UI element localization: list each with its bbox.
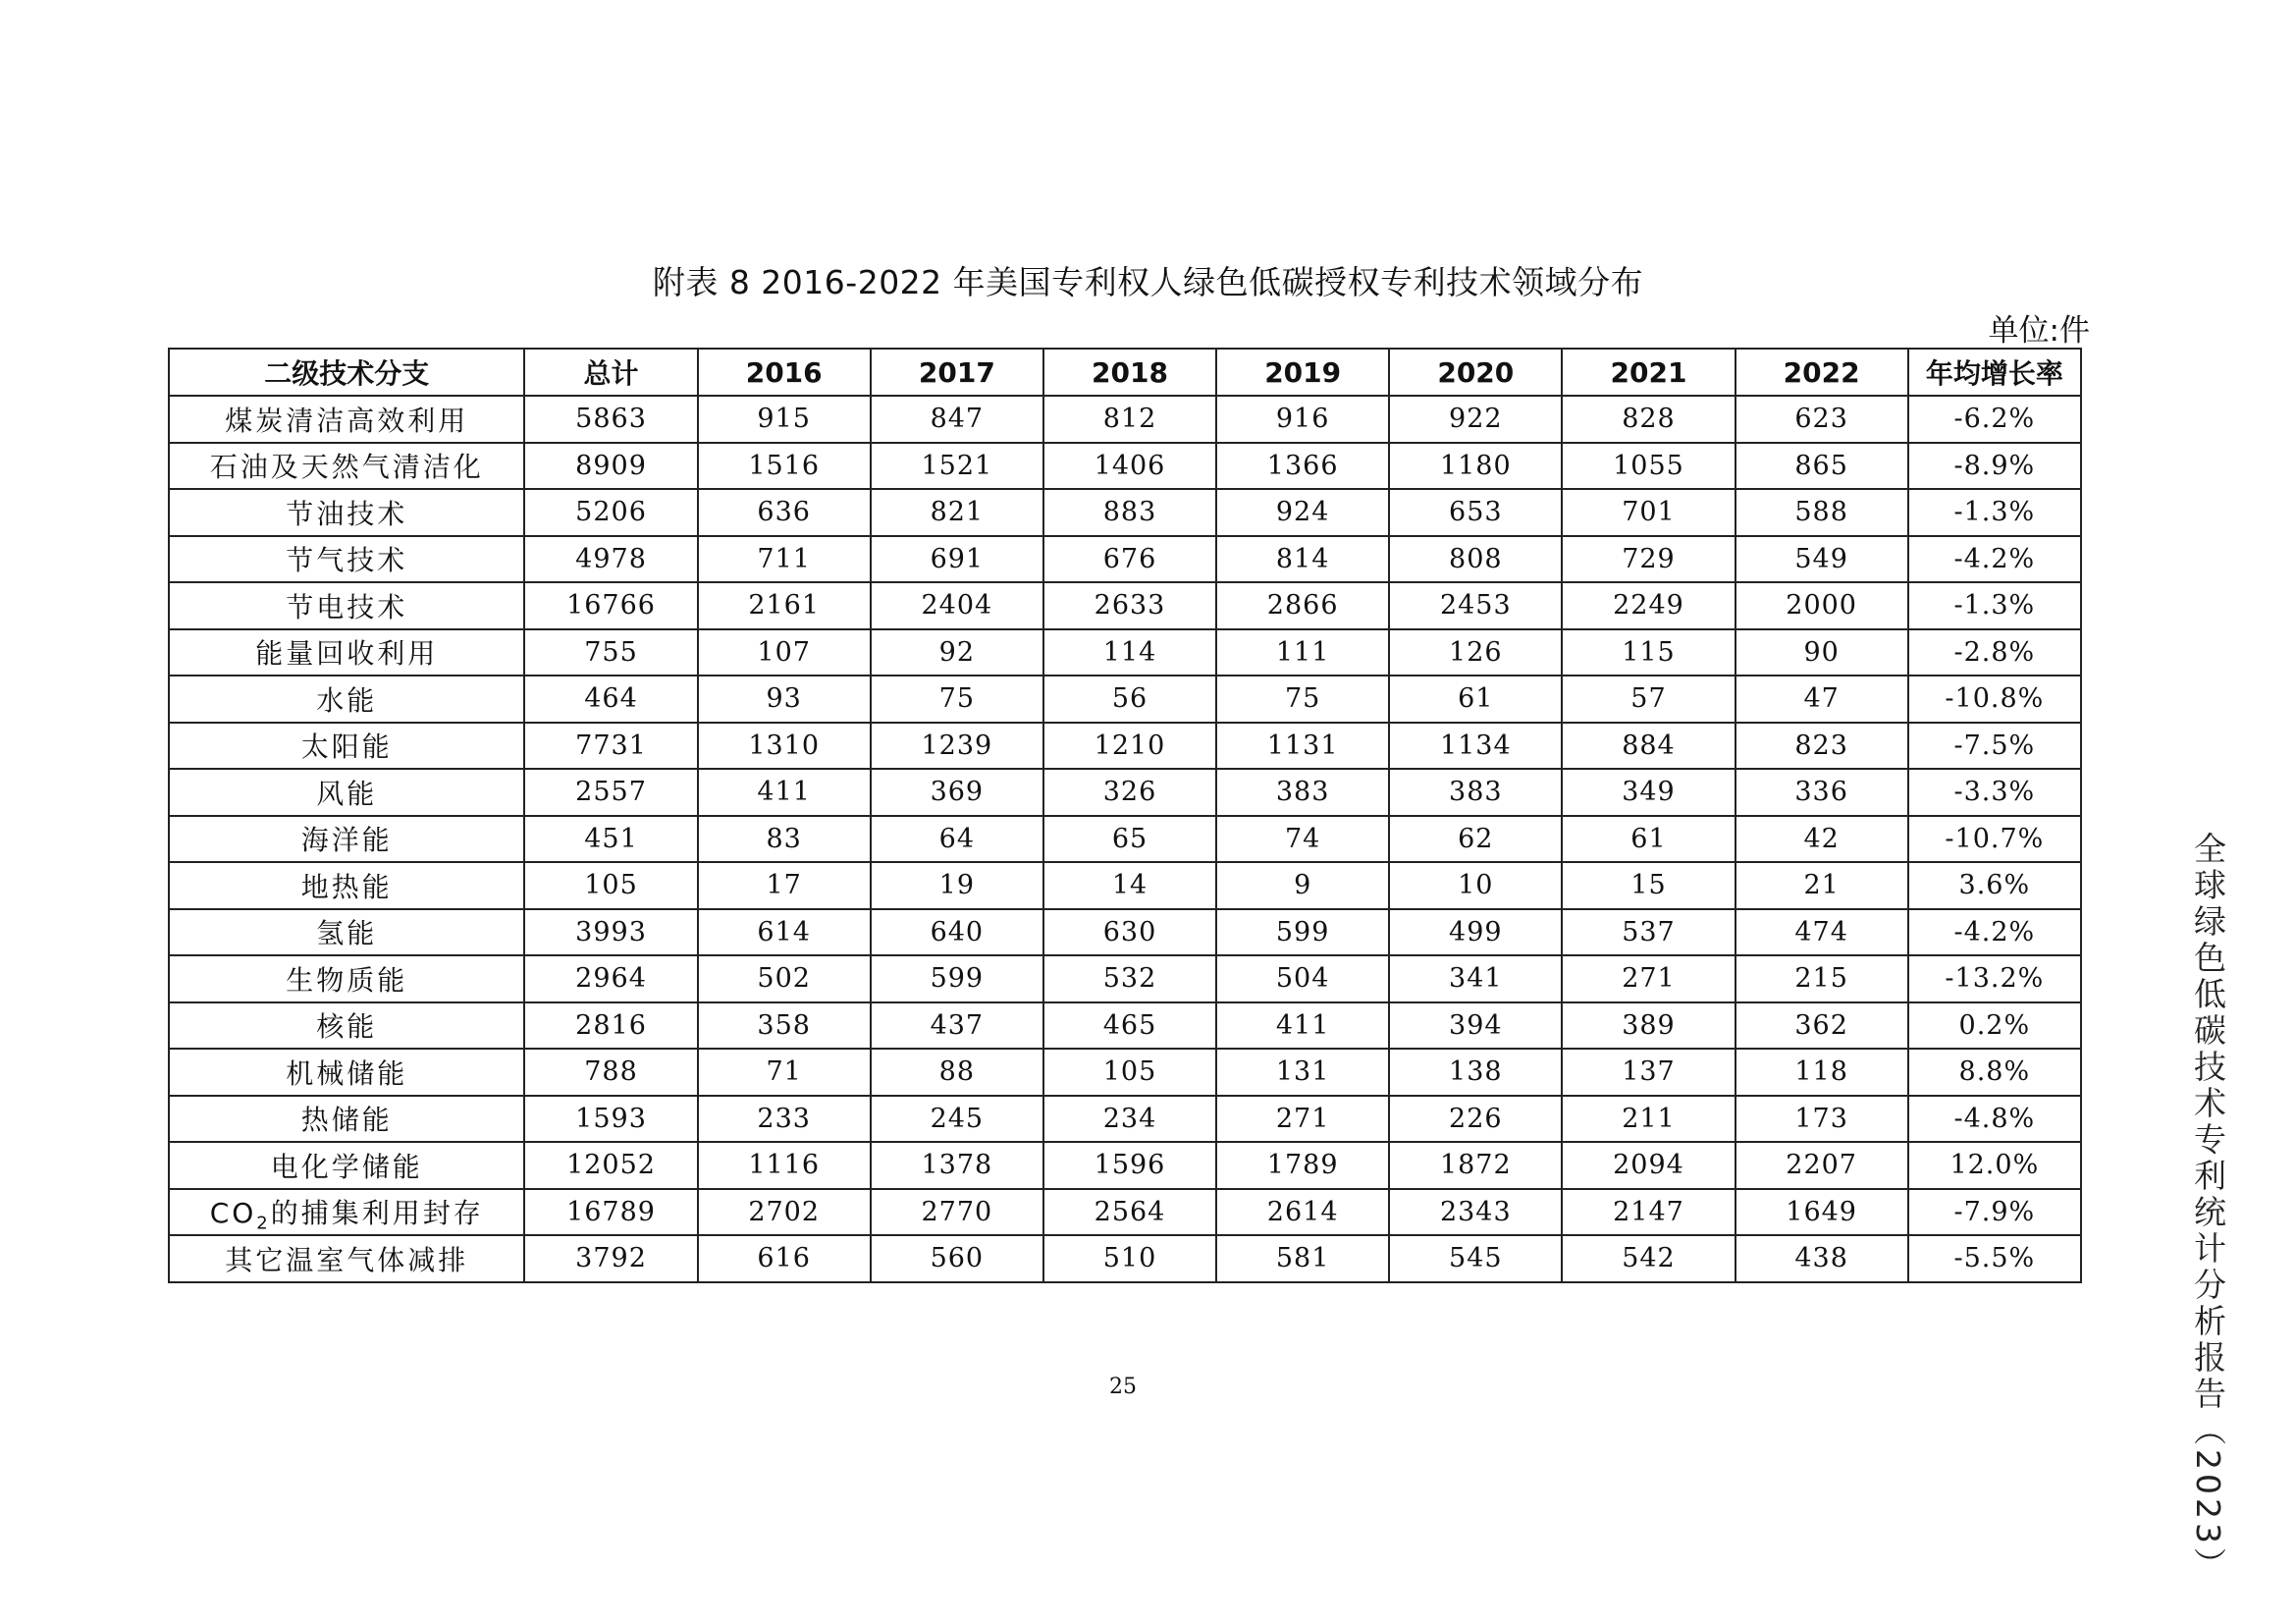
table-cell: 812 bbox=[1043, 396, 1216, 443]
table-cell: 47 bbox=[1735, 676, 1908, 723]
table-cell: 1055 bbox=[1562, 443, 1735, 490]
row-label: 电化学储能 bbox=[169, 1142, 524, 1189]
table-cell: -10.8% bbox=[1908, 676, 2081, 723]
table-row bbox=[169, 1002, 2081, 1050]
table-cell: 0.2% bbox=[1908, 1002, 2081, 1050]
table-cell: 916 bbox=[1216, 396, 1389, 443]
table-cell: 16766 bbox=[524, 582, 697, 629]
table-cell: 3.6% bbox=[1908, 862, 2081, 909]
table-row bbox=[169, 443, 2081, 490]
table-cell: 118 bbox=[1735, 1049, 1908, 1096]
table-cell: 630 bbox=[1043, 909, 1216, 956]
table-cell: 1596 bbox=[1043, 1142, 1216, 1189]
table-cell: 8909 bbox=[524, 443, 697, 490]
table-cell: 16789 bbox=[524, 1189, 697, 1236]
table-cell: 126 bbox=[1389, 629, 1562, 676]
row-label: 石油及天然气清洁化 bbox=[169, 443, 524, 490]
table-cell: 233 bbox=[698, 1096, 871, 1143]
table-cell: 2557 bbox=[524, 769, 697, 816]
table-cell: 1210 bbox=[1043, 723, 1216, 770]
column-header: 总计 bbox=[524, 349, 697, 396]
table-row bbox=[169, 1096, 2081, 1143]
unit-label: 单位:件 bbox=[1988, 313, 2090, 349]
table-row bbox=[169, 862, 2081, 909]
table-cell: 114 bbox=[1043, 629, 1216, 676]
table-cell: 226 bbox=[1389, 1096, 1562, 1143]
table-cell: 653 bbox=[1389, 489, 1562, 536]
table-cell: 57 bbox=[1562, 676, 1735, 723]
table-cell: 1789 bbox=[1216, 1142, 1389, 1189]
table-cell: 701 bbox=[1562, 489, 1735, 536]
column-header: 二级技术分支 bbox=[169, 349, 524, 396]
table-cell: 502 bbox=[698, 955, 871, 1002]
table-row bbox=[169, 676, 2081, 723]
table-cell: 1180 bbox=[1389, 443, 1562, 490]
table-cell: 437 bbox=[871, 1002, 1043, 1050]
table-cell: 3792 bbox=[524, 1235, 697, 1282]
table-cell: 2404 bbox=[871, 582, 1043, 629]
row-label: $CO_2$的捕集利用封存 bbox=[169, 1189, 524, 1236]
table-cell: 369 bbox=[871, 769, 1043, 816]
table-cell: 616 bbox=[698, 1235, 871, 1282]
table-cell: 358 bbox=[698, 1002, 871, 1050]
row-label: 节油技术 bbox=[169, 489, 524, 536]
table-cell: 823 bbox=[1735, 723, 1908, 770]
table-cell: 105 bbox=[1043, 1049, 1216, 1096]
table-cell: 107 bbox=[698, 629, 871, 676]
table-row bbox=[169, 582, 2081, 629]
table-cell: 1310 bbox=[698, 723, 871, 770]
table-cell: 12.0% bbox=[1908, 1142, 2081, 1189]
table-cell: 2161 bbox=[698, 582, 871, 629]
side-title: 全球绿色低碳技术专利统计分析报告（2023） bbox=[2189, 832, 2227, 1584]
table-cell: 362 bbox=[1735, 1002, 1908, 1050]
row-label: 其它温室气体减排 bbox=[169, 1235, 524, 1282]
table-cell: 75 bbox=[871, 676, 1043, 723]
column-header: 2020 bbox=[1389, 349, 1562, 396]
table-cell: 1116 bbox=[698, 1142, 871, 1189]
table-cell: 61 bbox=[1389, 676, 1562, 723]
table-cell: 21 bbox=[1735, 862, 1908, 909]
table-row bbox=[169, 955, 2081, 1002]
table-cell: 115 bbox=[1562, 629, 1735, 676]
table-body bbox=[169, 396, 2081, 1282]
table-cell: 2866 bbox=[1216, 582, 1389, 629]
table-cell: 92 bbox=[871, 629, 1043, 676]
table-header bbox=[169, 349, 2081, 396]
table-row bbox=[169, 1189, 2081, 1236]
table-cell: 2964 bbox=[524, 955, 697, 1002]
table-cell: 1593 bbox=[524, 1096, 697, 1143]
table-cell: 19 bbox=[871, 862, 1043, 909]
table-cell: 1516 bbox=[698, 443, 871, 490]
table-row bbox=[169, 489, 2081, 536]
table-cell: 2000 bbox=[1735, 582, 1908, 629]
table-cell: 788 bbox=[524, 1049, 697, 1096]
row-label: 风能 bbox=[169, 769, 524, 816]
row-label: 核能 bbox=[169, 1002, 524, 1050]
table-cell: 542 bbox=[1562, 1235, 1735, 1282]
table-cell: 105 bbox=[524, 862, 697, 909]
table-cell: 808 bbox=[1389, 536, 1562, 583]
table-row bbox=[169, 816, 2081, 863]
table-cell: 1239 bbox=[871, 723, 1043, 770]
table-cell: 2614 bbox=[1216, 1189, 1389, 1236]
table-cell: 75 bbox=[1216, 676, 1389, 723]
row-label: 节气技术 bbox=[169, 536, 524, 583]
table-cell: 1134 bbox=[1389, 723, 1562, 770]
table-cell: 271 bbox=[1216, 1096, 1389, 1143]
table-cell: 8.8% bbox=[1908, 1049, 2081, 1096]
table-cell: 111 bbox=[1216, 629, 1389, 676]
table-cell: 474 bbox=[1735, 909, 1908, 956]
table-cell: 884 bbox=[1562, 723, 1735, 770]
table-cell: 588 bbox=[1735, 489, 1908, 536]
table-cell: 510 bbox=[1043, 1235, 1216, 1282]
table-cell: 2094 bbox=[1562, 1142, 1735, 1189]
table-cell: 814 bbox=[1216, 536, 1389, 583]
table-cell: 88 bbox=[871, 1049, 1043, 1096]
table-cell: 465 bbox=[1043, 1002, 1216, 1050]
table-cell: 2147 bbox=[1562, 1189, 1735, 1236]
table-cell: 336 bbox=[1735, 769, 1908, 816]
table-cell: -7.5% bbox=[1908, 723, 2081, 770]
table-cell: 640 bbox=[871, 909, 1043, 956]
row-label: 热储能 bbox=[169, 1096, 524, 1143]
table-cell: 560 bbox=[871, 1235, 1043, 1282]
table-row bbox=[169, 723, 2081, 770]
column-header: 2016 bbox=[698, 349, 871, 396]
table-cell: 821 bbox=[871, 489, 1043, 536]
column-header: 2022 bbox=[1735, 349, 1908, 396]
table-cell: 14 bbox=[1043, 862, 1216, 909]
table-cell: -6.2% bbox=[1908, 396, 2081, 443]
row-label: 太阳能 bbox=[169, 723, 524, 770]
table-cell: 411 bbox=[698, 769, 871, 816]
table-cell: 1406 bbox=[1043, 443, 1216, 490]
table-cell: 614 bbox=[698, 909, 871, 956]
table-cell: 42 bbox=[1735, 816, 1908, 863]
table-cell: 532 bbox=[1043, 955, 1216, 1002]
table-cell: 5206 bbox=[524, 489, 697, 536]
table-cell: 865 bbox=[1735, 443, 1908, 490]
table-cell: 389 bbox=[1562, 1002, 1735, 1050]
table-cell: -4.2% bbox=[1908, 536, 2081, 583]
table-cell: 17 bbox=[698, 862, 871, 909]
table-cell: 1378 bbox=[871, 1142, 1043, 1189]
table-cell: 2816 bbox=[524, 1002, 697, 1050]
table-cell: 271 bbox=[1562, 955, 1735, 1002]
table-cell: 56 bbox=[1043, 676, 1216, 723]
table-cell: 549 bbox=[1735, 536, 1908, 583]
table-cell: 411 bbox=[1216, 1002, 1389, 1050]
table-cell: 755 bbox=[524, 629, 697, 676]
column-header: 年均增长率 bbox=[1908, 349, 2081, 396]
table-cell: 915 bbox=[698, 396, 871, 443]
table-cell: 581 bbox=[1216, 1235, 1389, 1282]
row-label: 生物质能 bbox=[169, 955, 524, 1002]
table-cell: 394 bbox=[1389, 1002, 1562, 1050]
table-cell: 93 bbox=[698, 676, 871, 723]
table-cell: -4.2% bbox=[1908, 909, 2081, 956]
row-label: 煤炭清洁高效利用 bbox=[169, 396, 524, 443]
table-cell: 883 bbox=[1043, 489, 1216, 536]
table-cell: 10 bbox=[1389, 862, 1562, 909]
table-cell: 211 bbox=[1562, 1096, 1735, 1143]
table-cell: 504 bbox=[1216, 955, 1389, 1002]
row-label: 节电技术 bbox=[169, 582, 524, 629]
table-cell: 537 bbox=[1562, 909, 1735, 956]
table-cell: 2249 bbox=[1562, 582, 1735, 629]
table-cell: 451 bbox=[524, 816, 697, 863]
table-row bbox=[169, 629, 2081, 676]
table-cell: 676 bbox=[1043, 536, 1216, 583]
table-cell: -1.3% bbox=[1908, 582, 2081, 629]
table-cell: 15 bbox=[1562, 862, 1735, 909]
table-cell: -13.2% bbox=[1908, 955, 2081, 1002]
table-cell: 5863 bbox=[524, 396, 697, 443]
table-cell: 438 bbox=[1735, 1235, 1908, 1282]
table-cell: 245 bbox=[871, 1096, 1043, 1143]
table-row bbox=[169, 1235, 2081, 1282]
table-cell: 74 bbox=[1216, 816, 1389, 863]
table-cell: 173 bbox=[1735, 1096, 1908, 1143]
table-row bbox=[169, 769, 2081, 816]
table-cell: 924 bbox=[1216, 489, 1389, 536]
row-label: 机械储能 bbox=[169, 1049, 524, 1096]
table-cell: 12052 bbox=[524, 1142, 697, 1189]
page-number: 25 bbox=[1109, 1375, 1137, 1399]
table-cell: 599 bbox=[1216, 909, 1389, 956]
table-cell: 65 bbox=[1043, 816, 1216, 863]
table-cell: 383 bbox=[1389, 769, 1562, 816]
table-cell: 90 bbox=[1735, 629, 1908, 676]
table-cell: 2207 bbox=[1735, 1142, 1908, 1189]
table-cell: 1366 bbox=[1216, 443, 1389, 490]
table-row bbox=[169, 1142, 2081, 1189]
row-label: 能量回收利用 bbox=[169, 629, 524, 676]
table-cell: 71 bbox=[698, 1049, 871, 1096]
table-cell: 623 bbox=[1735, 396, 1908, 443]
table-cell: 2770 bbox=[871, 1189, 1043, 1236]
table-cell: 2633 bbox=[1043, 582, 1216, 629]
table-cell: -5.5% bbox=[1908, 1235, 2081, 1282]
table-cell: 61 bbox=[1562, 816, 1735, 863]
table-cell: 545 bbox=[1389, 1235, 1562, 1282]
table-title: 附表 8 2016-2022 年美国专利权人绿色低碳授权专利技术领域分布 bbox=[652, 263, 1644, 301]
row-label: 水能 bbox=[169, 676, 524, 723]
table-cell: 729 bbox=[1562, 536, 1735, 583]
table-cell: -1.3% bbox=[1908, 489, 2081, 536]
row-label: 海洋能 bbox=[169, 816, 524, 863]
table-cell: 711 bbox=[698, 536, 871, 583]
table-cell: 922 bbox=[1389, 396, 1562, 443]
table-cell: 383 bbox=[1216, 769, 1389, 816]
table-cell: 234 bbox=[1043, 1096, 1216, 1143]
table-cell: 1649 bbox=[1735, 1189, 1908, 1236]
table-cell: -10.7% bbox=[1908, 816, 2081, 863]
header-row bbox=[169, 349, 2081, 396]
table-cell: 499 bbox=[1389, 909, 1562, 956]
table-row bbox=[169, 909, 2081, 956]
table-cell: 2343 bbox=[1389, 1189, 1562, 1236]
table-cell: 2702 bbox=[698, 1189, 871, 1236]
table-cell: -3.3% bbox=[1908, 769, 2081, 816]
row-label: 地热能 bbox=[169, 862, 524, 909]
column-header: 2017 bbox=[871, 349, 1043, 396]
table-cell: 349 bbox=[1562, 769, 1735, 816]
table-cell: -8.9% bbox=[1908, 443, 2081, 490]
column-header: 2019 bbox=[1216, 349, 1389, 396]
table-cell: 691 bbox=[871, 536, 1043, 583]
table-cell: 83 bbox=[698, 816, 871, 863]
table-cell: 1521 bbox=[871, 443, 1043, 490]
table-cell: 1131 bbox=[1216, 723, 1389, 770]
table-cell: 847 bbox=[871, 396, 1043, 443]
row-label: 氢能 bbox=[169, 909, 524, 956]
table-cell: 2564 bbox=[1043, 1189, 1216, 1236]
table-cell: 341 bbox=[1389, 955, 1562, 1002]
table-cell: 137 bbox=[1562, 1049, 1735, 1096]
table-cell: 828 bbox=[1562, 396, 1735, 443]
table-cell: 7731 bbox=[524, 723, 697, 770]
table-cell: 3993 bbox=[524, 909, 697, 956]
table-row bbox=[169, 1049, 2081, 1096]
data-table bbox=[168, 348, 2082, 1283]
table-cell: 215 bbox=[1735, 955, 1908, 1002]
table-row bbox=[169, 536, 2081, 583]
table-cell: 4978 bbox=[524, 536, 697, 583]
column-header: 2018 bbox=[1043, 349, 1216, 396]
table-cell: -4.8% bbox=[1908, 1096, 2081, 1143]
table-row bbox=[169, 396, 2081, 443]
column-header: 2021 bbox=[1562, 349, 1735, 396]
table-cell: 1872 bbox=[1389, 1142, 1562, 1189]
table-cell: 138 bbox=[1389, 1049, 1562, 1096]
table-cell: -7.9% bbox=[1908, 1189, 2081, 1236]
table-cell: 9 bbox=[1216, 862, 1389, 909]
table-cell: 599 bbox=[871, 955, 1043, 1002]
table-cell: 2453 bbox=[1389, 582, 1562, 629]
table-cell: 131 bbox=[1216, 1049, 1389, 1096]
table-cell: -2.8% bbox=[1908, 629, 2081, 676]
table-cell: 636 bbox=[698, 489, 871, 536]
table-cell: 62 bbox=[1389, 816, 1562, 863]
table-cell: 326 bbox=[1043, 769, 1216, 816]
table-cell: 464 bbox=[524, 676, 697, 723]
table-cell: 64 bbox=[871, 816, 1043, 863]
